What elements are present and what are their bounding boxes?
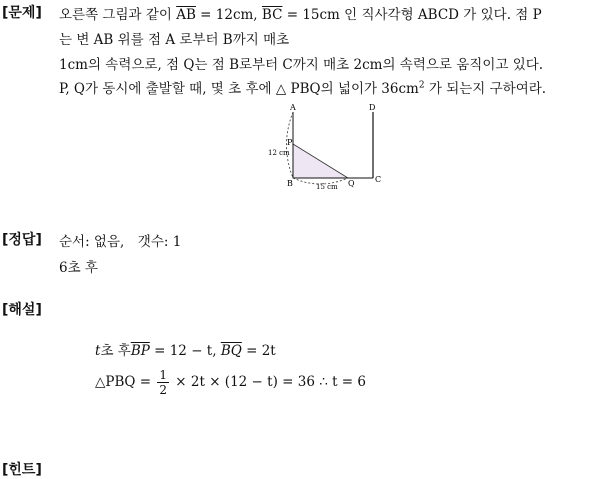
problem-text: = 15cm 인 직사각형 ABCD 가 있다. 점 P: [282, 7, 542, 23]
label-d: D: [369, 103, 376, 112]
problem-text: 오른쪽 그림과 같이: [59, 7, 177, 23]
hint-label: [힌트]: [2, 462, 42, 478]
answer-order-count: 순서: 없음, 갯수: 1: [59, 234, 182, 250]
math-text: = 12 − t,: [149, 343, 221, 359]
explanation-eq-2: [95, 368, 366, 397]
problem-line-1: [59, 3, 542, 23]
length-ab: 12 cm: [268, 149, 290, 157]
math-text: t: [95, 343, 101, 359]
label-c: C: [375, 175, 382, 184]
math-text: 초 후: [100, 343, 131, 359]
problem-label: [문제]: [2, 5, 42, 21]
math-text: △PBQ =: [95, 374, 156, 390]
problem-text: P, Q가 동시에 출발할 때, 몇 초 후에 △ PBQ의 넓이가 36cm: [59, 81, 419, 97]
problem-line-2: 는 변 AB 위를 점 A 로부터 B까지 매초: [59, 32, 290, 48]
label-p: P: [287, 138, 293, 147]
label-b: B: [287, 179, 293, 188]
answer-result: 6초 후: [59, 260, 98, 276]
segment-bp: $\overline{BP}$: [130, 343, 150, 359]
fraction-denominator: 2: [159, 383, 167, 397]
label-a: A: [290, 103, 296, 112]
fraction-half: [157, 368, 169, 397]
rectangle-figure: [262, 98, 392, 194]
length-bc: 15 cm: [316, 183, 338, 191]
problem-text: 가 되는지 구하여라.: [424, 81, 547, 97]
fraction-numerator: 1: [159, 368, 167, 382]
segment-bq: $\overline{BQ}$: [220, 343, 242, 359]
math-text: = 2t: [241, 343, 276, 359]
problem-line-3: 1cm의 속력으로, 점 Q는 점 B로부터 C까지 매초 2cm의 속력으로 움직이고 있다.: [59, 57, 544, 73]
math-text: × 2t × (12 − t) = 36 ∴ t = 6: [171, 374, 366, 390]
segment-bc: $\overline{BC}$: [261, 7, 283, 23]
explanation-eq-1: [95, 339, 276, 359]
answer-label: [정답]: [2, 232, 42, 248]
label-q: Q: [348, 179, 355, 188]
triangle-pbq: [293, 144, 348, 178]
problem-line-4: [59, 77, 546, 97]
segment-ab: $\overline{AB}$: [176, 7, 196, 23]
explanation-label: [해설]: [2, 302, 42, 318]
superscript: 2: [418, 80, 425, 91]
problem-text: = 12cm,: [195, 7, 262, 23]
